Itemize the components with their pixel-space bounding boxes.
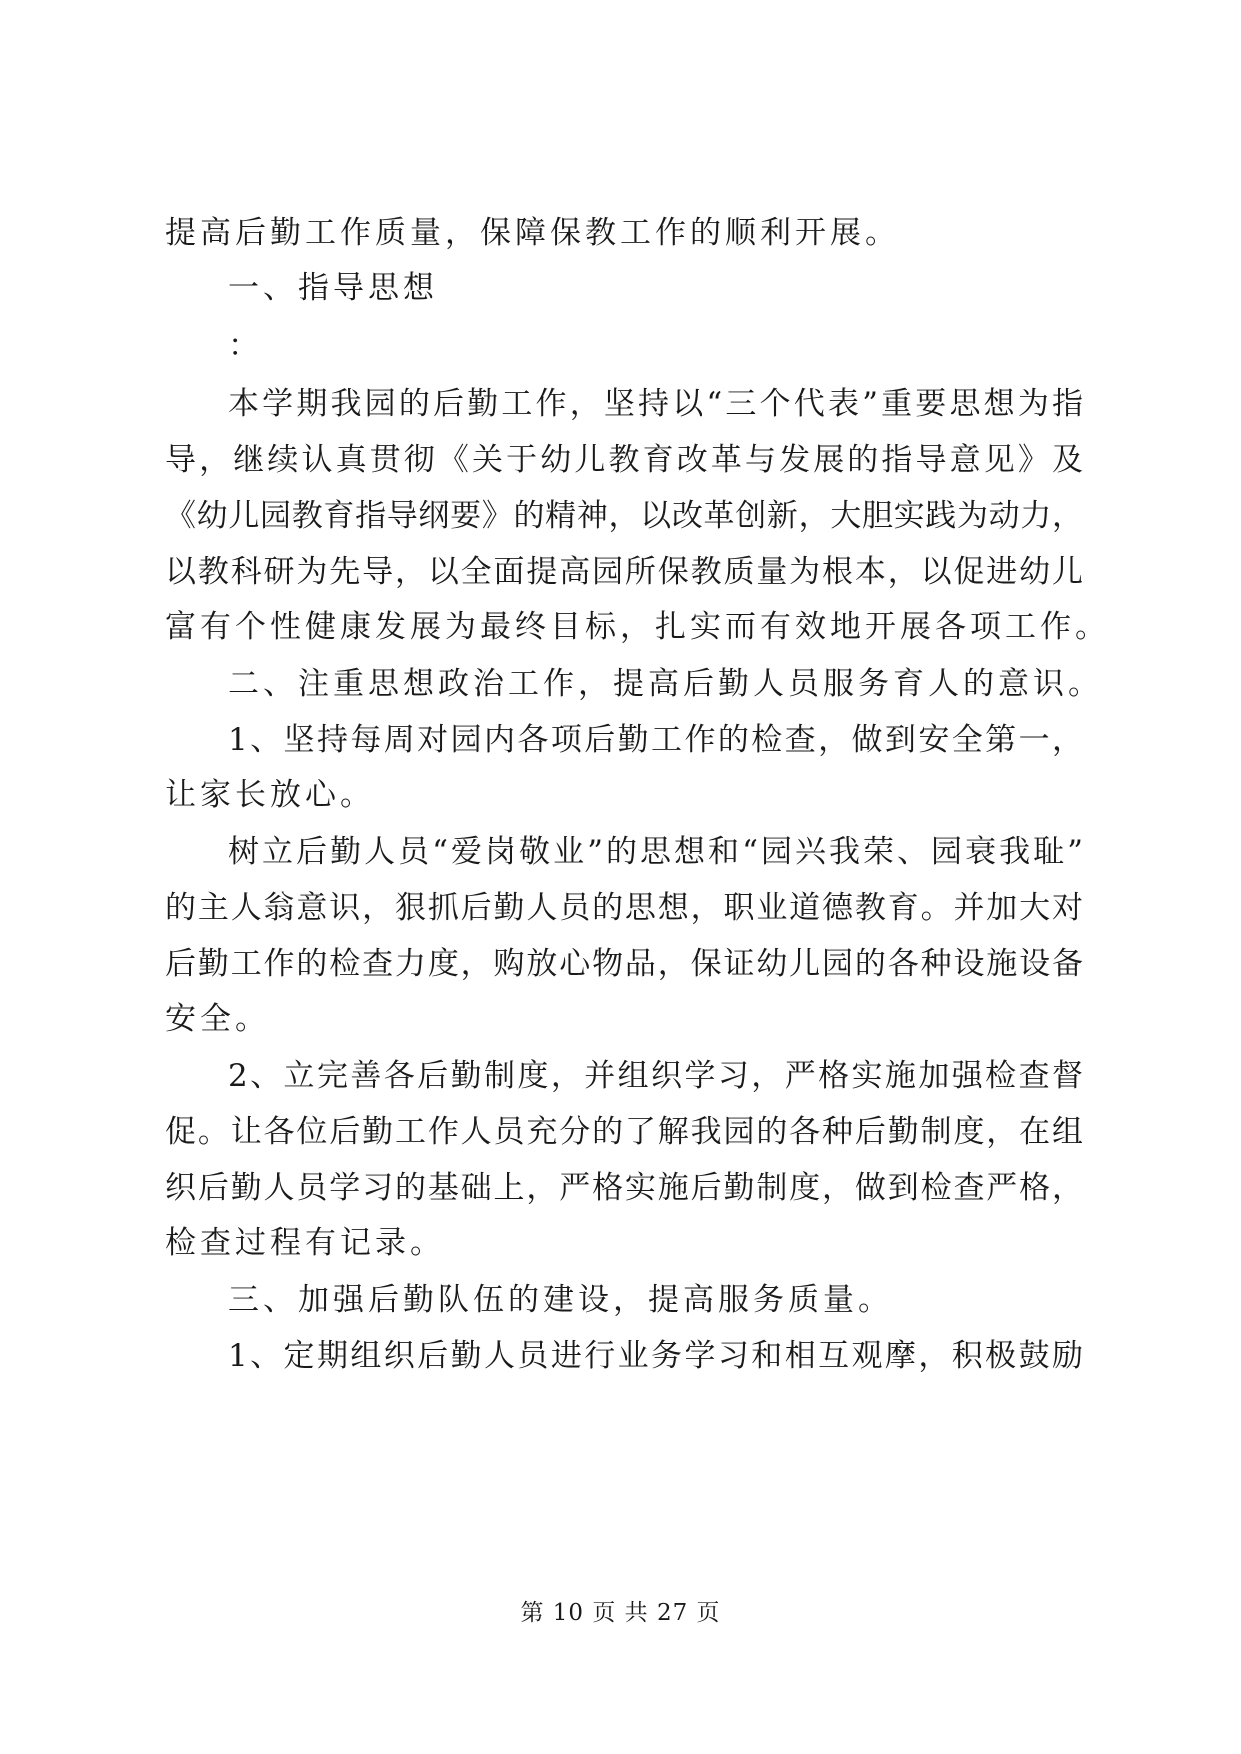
section-heading: 三、加强后勤队伍的建设，提高服务质量。: [228, 1282, 893, 1318]
paragraph-line: 1、定期组织后勤人员进行业务学习和相互观摩，积极鼓励: [228, 1338, 1083, 1374]
paragraph-line: 以教科研为先导，以全面提高园所保教质量为根本，以促进幼儿: [165, 554, 1083, 590]
paragraph-line: 安全。: [165, 1001, 270, 1037]
paragraph-line: 富有个性健康发展为最终目标，扎实而有效地开展各项工作。: [165, 609, 1110, 645]
text-line: 提高后勤工作质量，保障保教工作的顺利开展。: [165, 215, 900, 251]
paragraph-line: 树立后勤人员“爱岗敬业”的思想和“园兴我荣、园衰我耻”: [228, 834, 1083, 870]
paragraph-line: 让家长放心。: [165, 777, 375, 813]
paragraph-line: 导，继续认真贯彻《关于幼儿教育改革与发展的指导意见》及: [165, 442, 1083, 478]
paragraph-line: 2、立完善各后勤制度，并组织学习，严格实施加强检查督: [228, 1058, 1083, 1094]
page-number-footer: 第 10 页 共 27 页: [520, 1600, 721, 1626]
paragraph-line: 检查过程有记录。: [165, 1225, 445, 1261]
section-heading: 一、指导思想: [228, 270, 438, 306]
text-line: ：: [228, 328, 263, 364]
paragraph-line: 后勤工作的检查力度，购放心物品，保证幼儿园的各种设施设备: [165, 946, 1083, 982]
section-heading: 二、注重思想政治工作，提高后勤人员服务育人的意识。: [228, 666, 1103, 702]
paragraph-line: 1、坚持每周对园内各项后勤工作的检查，做到安全第一，: [228, 722, 1083, 758]
paragraph-line: 《幼儿园教育指导纲要》的精神，以改革创新，大胆实践为动力，: [165, 498, 1083, 534]
paragraph-line: 本学期我园的后勤工作，坚持以“三个代表”重要思想为指: [228, 386, 1083, 422]
paragraph-line: 织后勤人员学习的基础上，严格实施后勤制度，做到检查严格，: [165, 1170, 1083, 1206]
paragraph-line: 的主人翁意识，狠抓后勤人员的思想，职业道德教育。并加大对: [165, 890, 1083, 926]
paragraph-line: 促。让各位后勤工作人员充分的了解我园的各种后勤制度，在组: [165, 1114, 1083, 1150]
